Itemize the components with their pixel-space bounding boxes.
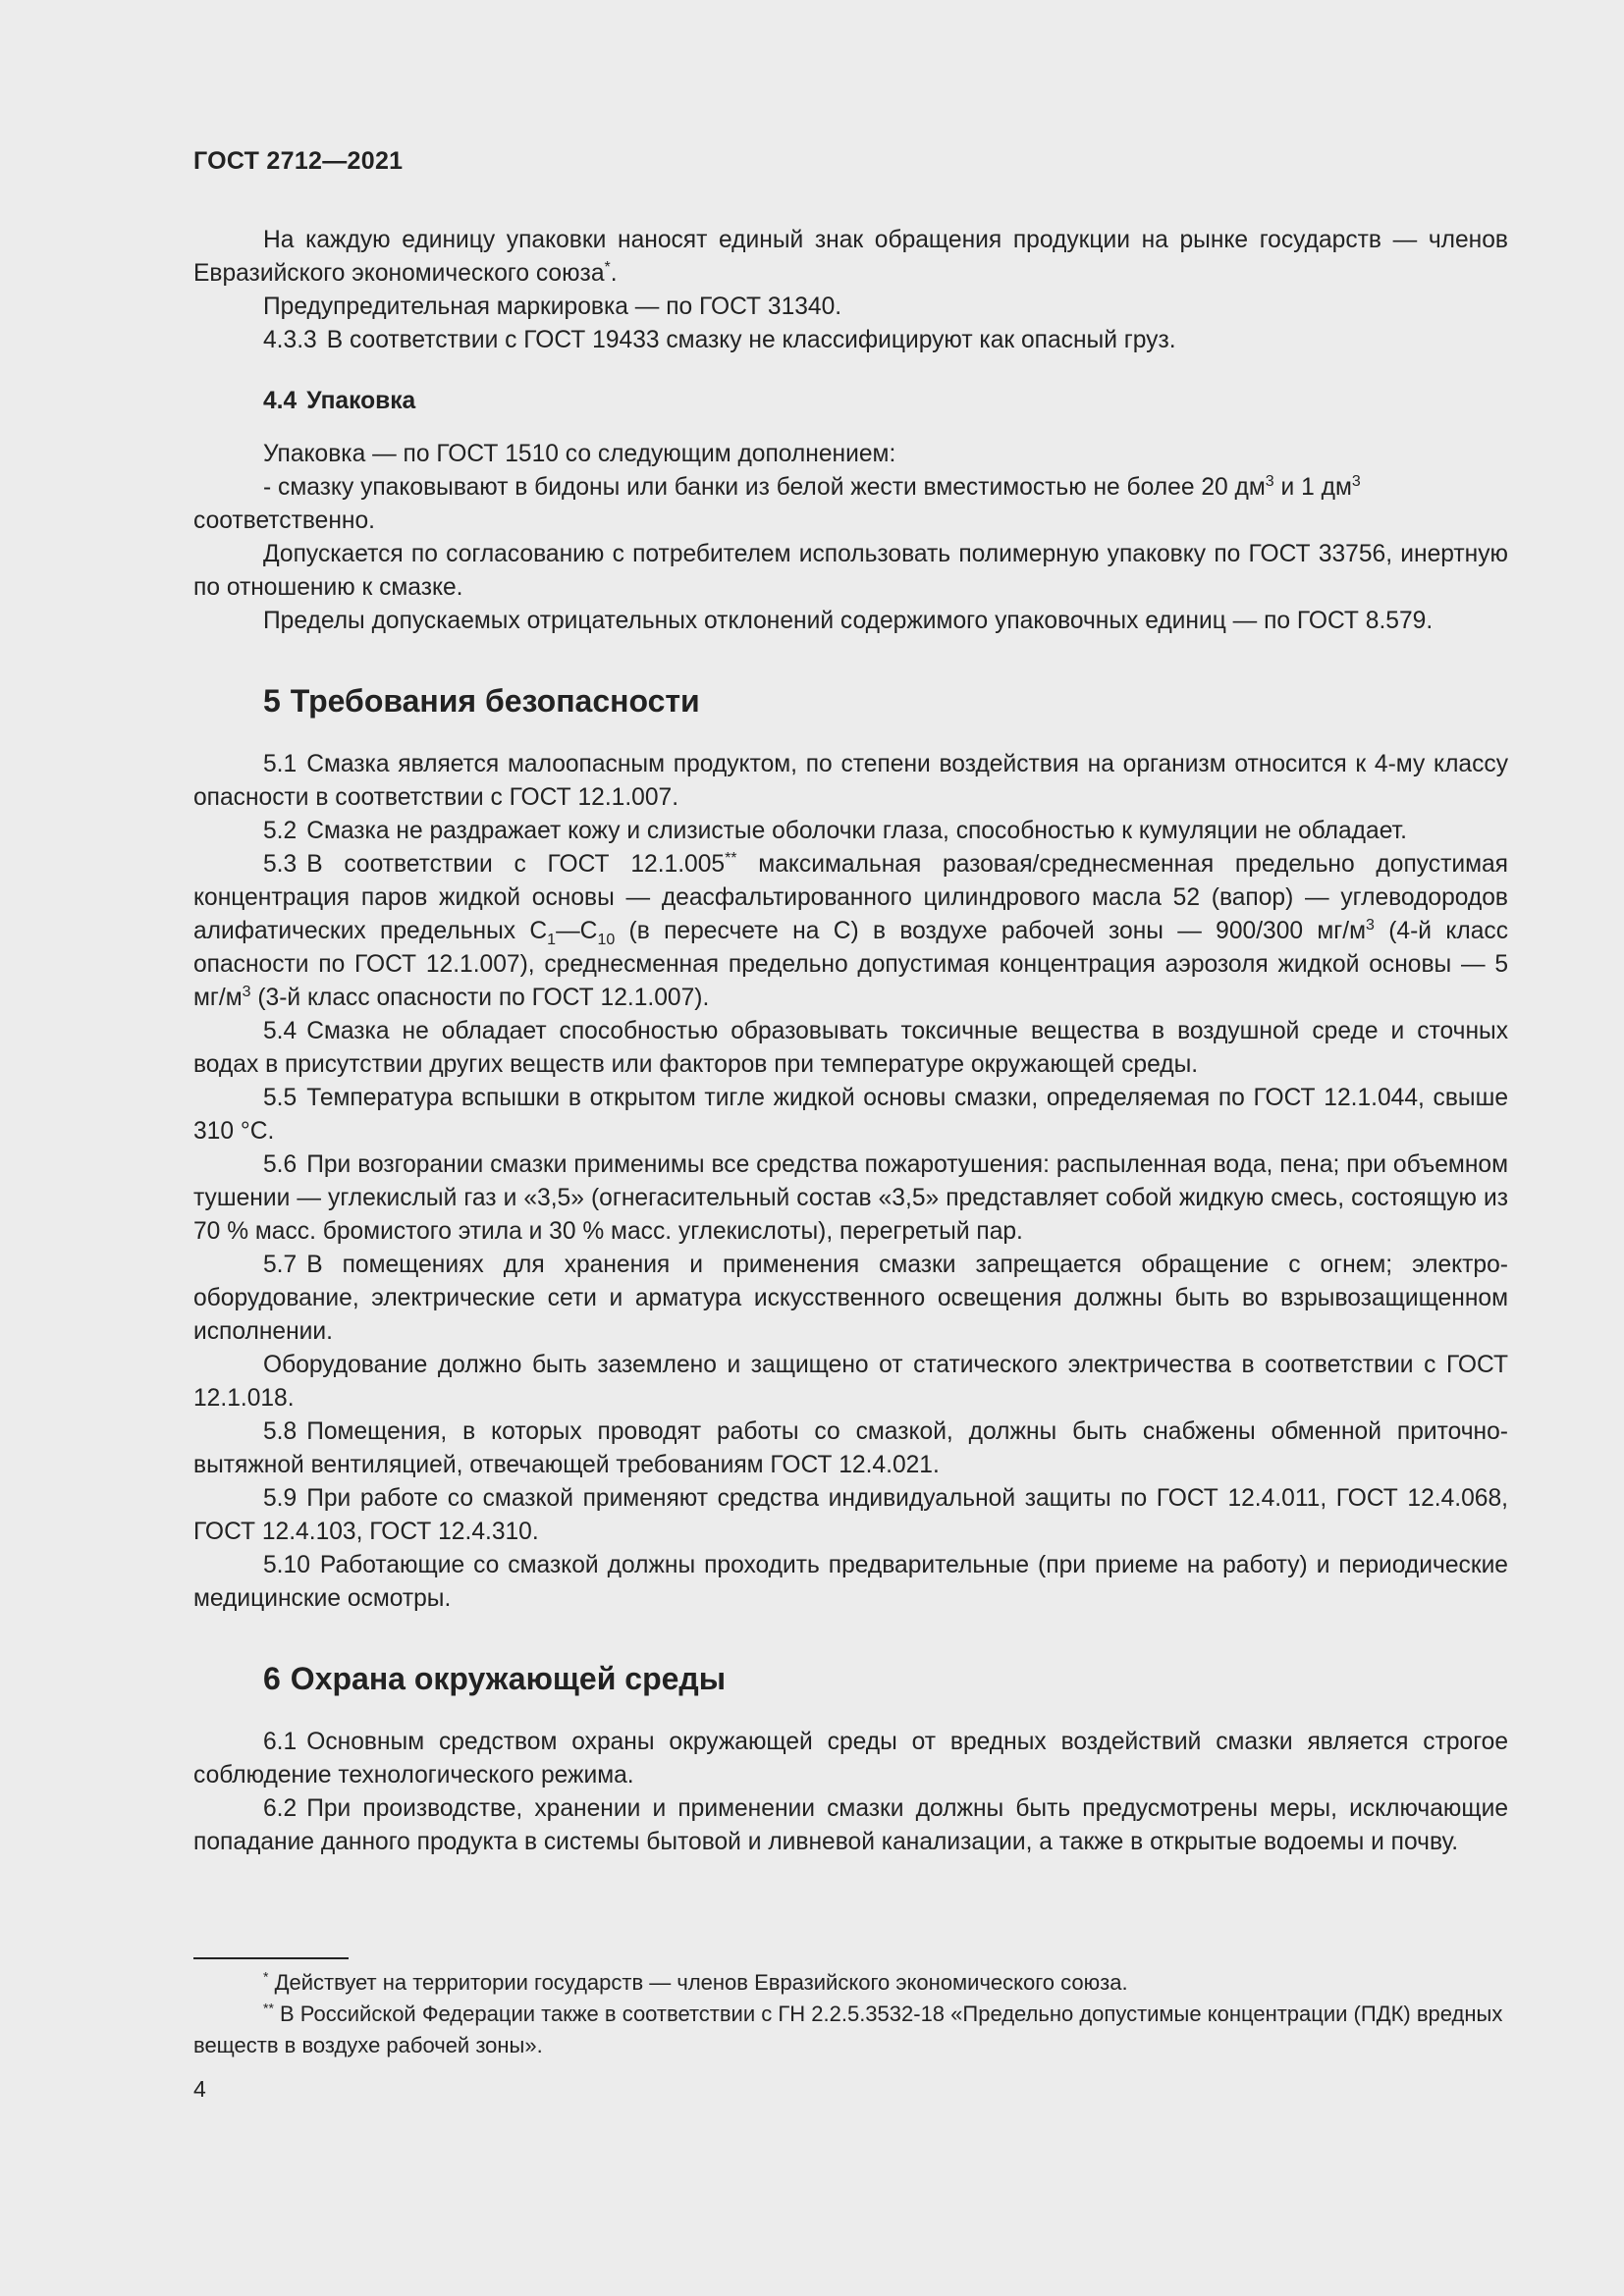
paragraph-5-8: 5.8 Помещения, в которых проводят работы со смазкой, должны быть снабжены обменной приточно-вытяжной вентиляцией, отвечающей требованиям ГОСТ 12.4.021.: [193, 1418, 1508, 1478]
footnote-marker: **: [263, 2000, 274, 2016]
paragraph-4-3-2a: На каждую единицу упаковки наносят единый знак обращения продукции на рынке государств — членов Евразийского экономического союза*.: [193, 227, 1508, 287]
subsection-heading-4-4: 4.4 Упаковка: [263, 388, 416, 414]
paragraph-4-4-2: - смазку упаковывают в бидоны или банки из белой жести вместимостью не более 20 $дм^3$ и 1 $дм^3$ соответственно.: [193, 472, 1361, 534]
paragraph-5-10: 5.10 Работающие со смазкой должны проходить предварительные (при приеме на работу) и периодические медицинские осмотры.: [193, 1552, 1508, 1612]
footnotes: [193, 1967, 1508, 2061]
section-heading-6: 6 Охрана окружающей среды: [263, 1661, 727, 1696]
paragraph-4-4-3: Допускается по согласованию с потребителем использовать полимерную упаковку по ГОСТ 33756, инертную по отношению к смазке.: [193, 541, 1508, 601]
footnote-separator: [193, 1957, 349, 1959]
paragraph-4-3-3: 4.3.3 В соответствии с ГОСТ 19433 смазку не классифицируют как опасный груз.: [263, 327, 1176, 353]
footnote-marker: *: [263, 1968, 269, 1985]
paragraph-5-9: 5.9 При работе со смазкой применяют средства индивидуальной защиты по ГОСТ 12.4.011, ГОСТ 12.4.068, ГОСТ 12.4.103, ГОСТ 12.4.310.: [193, 1485, 1508, 1545]
paragraph-5-7b: Оборудование должно быть заземлено и защищено от статического электричества в соответствии с ГОСТ 12.1.018.: [193, 1352, 1508, 1412]
footnote-2: ** В Российской Федерации также в соответствии с ГН 2.2.5.3532-18 «Предельно допустимые концентрации (ПДК) вредных веществ в воздухе рабочей зоны».: [193, 2000, 1503, 2057]
page-body: [193, 224, 1508, 1859]
paragraph-4-4-1: Упаковка — по ГОСТ 1510 со следующим дополнением:: [263, 441, 896, 467]
footnote-ref[interactable]: **: [725, 849, 737, 867]
paragraph-6-2: 6.2 При производстве, хранении и применении смазки должны быть предусмотрены меры, исключающие попадание данного продукта в системы бытовой и ливневой канализации, а также в открытые водоемы и почву.: [193, 1795, 1508, 1855]
paragraph-5-4: 5.4 Смазка не обладает способностью образовывать токсичные вещества в воздушной среде и сточных водах в присутствии других веществ или факторов при температуре окружающей среды.: [193, 1018, 1508, 1078]
paragraph-5-2: 5.2 Смазка не раздражает кожу и слизистые оболочки глаза, способностью к кумуляции не обладает.: [263, 818, 1407, 844]
footnote-1: * Действует на территории государств — членов Евразийского экономического союза.: [263, 1968, 1128, 1995]
paragraph-6-1: 6.1 Основным средством охраны окружающей среды от вредных воздействий смазки является строгое соблюдение технологического режима.: [193, 1729, 1508, 1789]
paragraph-5-3: 5.3 В соответствии с ГОСТ 12.1.005** максимальная разовая/среднесменная предельно допустимая концентрация паров жидкой основы — деасфальтированного цилиндрового масла 52 (вапор) — углеводородов алифатических предельных $С_1—С_{10}$ (в пересчете на С) в воздухе рабочей зоны — 900/300 $мг/м^3$ (4-й класс опасности по ГОСТ 12.1.007), среднесменная предельно допустимая концентрация аэрозоля жидкой основы — 5 $мг/м^3$ (3-й класс опасности по ГОСТ 12.1.007).: [193, 849, 1508, 1011]
footnote-ref[interactable]: *: [604, 258, 611, 276]
section-heading-5: 5 Требования безопасности: [263, 683, 700, 719]
paragraph-5-7: 5.7 В помещениях для хранения и применения смазки запрещается обращение с огнем; электрооборудование, электрические сети и арматура искусственного освещения должны быть во взрывозащищенном исполнении.: [193, 1252, 1508, 1345]
paragraph-4-3-2b: Предупредительная маркировка — по ГОСТ 31340.: [263, 294, 842, 320]
paragraph-5-1: 5.1 Смазка является малоопасным продуктом, по степени воздействия на организм относится к 4-му классу опасности в соответствии с ГОСТ 12.1.007.: [193, 751, 1508, 811]
paragraph-4-4-4: Пределы допускаемых отрицательных отклонений содержимого упаковочных единиц — по ГОСТ 8.579.: [263, 608, 1434, 634]
paragraph-5-6: 5.6 При возгорании смазки применимы все средства пожаротушения: распыленная вода, пена; при объемном тушении — углекислый газ и «3,5» (огнегасительный состав «3,5» представляет собой жидкую смесь, состоящую из 70 % масс. бромистого этила и 30 % масс. углекислоты), перегретый пар.: [193, 1151, 1508, 1245]
document-header: ГОСТ 2712—2021: [193, 147, 404, 175]
page-number: 4: [193, 2076, 206, 2102]
paragraph-5-5: 5.5 Температура вспышки в открытом тигле жидкой основы смазки, определяемая по ГОСТ 12.1.044, свыше 310 °С.: [193, 1085, 1508, 1145]
